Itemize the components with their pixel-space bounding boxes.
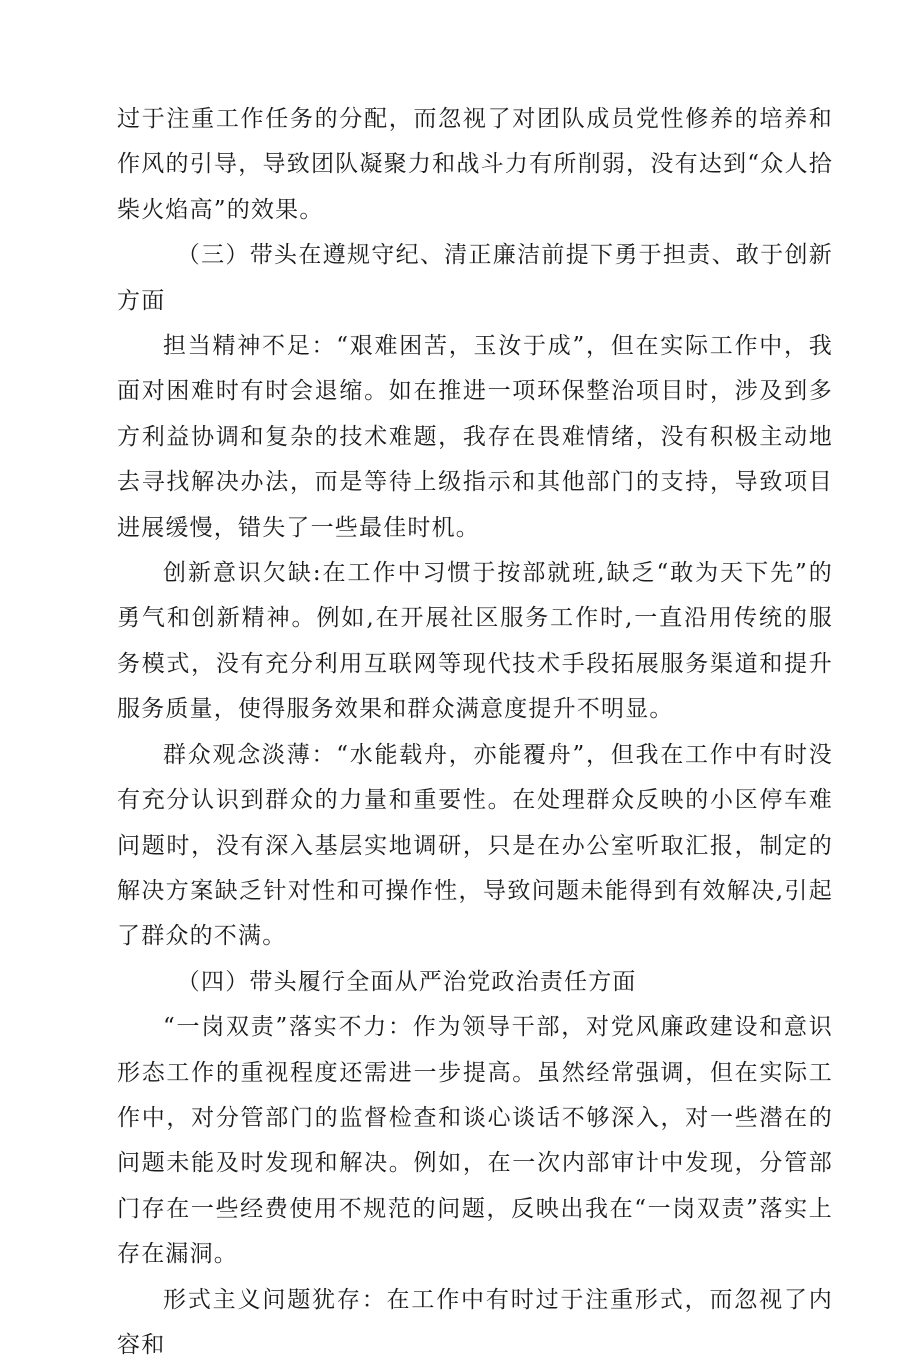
paragraph-continuation: 过于注重工作任务的分配，而忽视了对团队成员党性修养的培养和作风的引导，导致团队凝聚力和战斗力有所削弱，没有达到“众人拾柴火焰高”的效果。 — [117, 106, 833, 223]
paragraph-responsibility: 担当精神不足：“艰难困苦，玉汝于成”，但在实际工作中，我面对困难时有时会退缩。如在推进一项环保整治项目时，涉及到多方利益协调和复杂的技术难题，我存在畏难情绪，没有积极主动地去寻找解决办法，而是等待上级指示和其他部门的支持，导致项目进展缓慢，错失了一些最佳时机。 — [117, 333, 833, 541]
paragraph-masses: 群众观念淡薄：“水能载舟，亦能覆舟”，但我在工作中有时没有充分认识到群众的力量和重要性。在处理群众反映的小区停车难问题时，没有深入基层实地调研，只是在办公室听取汇报，制定的解决方案缺乏针对性和可操作性，导致问题未能得到有效解决,引起了群众的不满。 — [117, 741, 833, 950]
document-body — [117, 97, 833, 1368]
section-heading-4: （四）带头履行全面从严治党政治责任方面 — [176, 968, 637, 995]
section-heading-3: （三）带头在遵规守纪、清正廉洁前提下勇于担责、敢于创新方面 — [117, 242, 833, 314]
paragraph-formalism: 形式主义问题犹存：在工作中有时过于注重形式，而忽视了内容和 — [117, 1286, 833, 1358]
paragraph-dual-duty: “一岗双责”落实不力：作为领导干部，对党风廉政建设和意识形态工作的重视程度还需进一步提高。虽然经常强调，但在实际工作中，对分管部门的监督检查和谈心谈话不够深入，对一些潜在的问题未能及时发现和解决。例如，在一次内部审计中发现，分管部门存在一些经费使用不规范的问题，反映出我在“一岗双责”落实上存在漏洞。 — [117, 1014, 833, 1268]
paragraph-innovation: 创新意识欠缺:在工作中习惯于按部就班,缺乏“敢为天下先”的勇气和创新精神。例如,在开展社区服务工作时,一直沿用传统的服务模式，没有充分利用互联网等现代技术手段拓展服务渠道和提升服务质量，使得服务效果和群众满意度提升不明显。 — [117, 560, 833, 723]
